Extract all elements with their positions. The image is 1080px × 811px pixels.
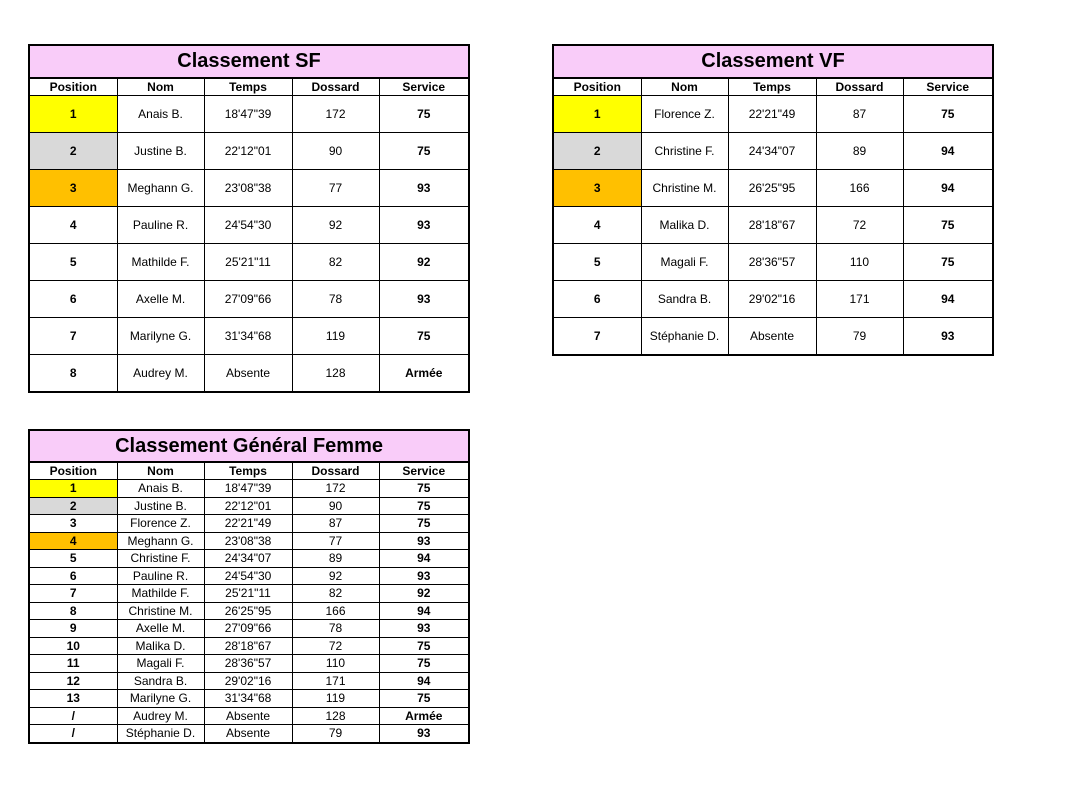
position-cell: 6 <box>553 281 641 318</box>
table-row <box>29 96 469 133</box>
service-cell: 75 <box>379 497 469 515</box>
table-classement-vf <box>552 44 994 356</box>
bib-cell: 79 <box>292 725 379 743</box>
table-row <box>29 244 469 281</box>
time-cell: 24'54"30 <box>204 207 292 244</box>
service-cell: 94 <box>903 133 993 170</box>
service-cell: 94 <box>379 672 469 690</box>
time-cell: 22'21"49 <box>728 96 816 133</box>
service-cell: 93 <box>379 620 469 638</box>
bib-cell: 82 <box>292 244 379 281</box>
table-row <box>29 567 469 585</box>
table-row <box>29 515 469 533</box>
bib-cell: 92 <box>292 207 379 244</box>
time-cell: 28'18"67 <box>728 207 816 244</box>
column-header-nom: Nom <box>641 78 728 96</box>
bib-cell: 87 <box>292 515 379 533</box>
name-cell: Sandra B. <box>641 281 728 318</box>
service-cell: 93 <box>903 318 993 356</box>
name-cell: Sandra B. <box>117 672 204 690</box>
time-cell: Absente <box>728 318 816 356</box>
bib-cell: 128 <box>292 707 379 725</box>
column-header-service: Service <box>903 78 993 96</box>
service-cell: 75 <box>379 690 469 708</box>
position-cell: 2 <box>29 497 117 515</box>
column-header-position: Position <box>553 78 641 96</box>
time-cell: Absente <box>204 707 292 725</box>
position-cell: / <box>29 725 117 743</box>
time-cell: 29'02"16 <box>728 281 816 318</box>
column-header-nom: Nom <box>117 462 204 480</box>
name-cell: Mathilde F. <box>117 244 204 281</box>
column-header-temps: Temps <box>728 78 816 96</box>
table-row <box>29 532 469 550</box>
bib-cell: 92 <box>292 567 379 585</box>
name-cell: Audrey M. <box>117 355 204 393</box>
service-cell: 93 <box>379 725 469 743</box>
table-row <box>29 637 469 655</box>
table-row <box>29 602 469 620</box>
service-cell: 75 <box>379 480 469 498</box>
position-cell: 6 <box>29 567 117 585</box>
position-cell: 8 <box>29 355 117 393</box>
position-cell: 9 <box>29 620 117 638</box>
position-cell: 4 <box>29 207 117 244</box>
table-row <box>29 318 469 355</box>
name-cell: Stéphanie D. <box>117 725 204 743</box>
name-cell: Pauline R. <box>117 567 204 585</box>
table-row <box>553 244 993 281</box>
service-cell: 93 <box>379 207 469 244</box>
table-row <box>29 690 469 708</box>
table-classement-sf <box>28 44 470 393</box>
name-cell: Justine B. <box>117 133 204 170</box>
bib-cell: 72 <box>292 637 379 655</box>
name-cell: Axelle M. <box>117 281 204 318</box>
bib-cell: 110 <box>816 244 903 281</box>
service-cell: 93 <box>379 532 469 550</box>
name-cell: Justine B. <box>117 497 204 515</box>
bib-cell: 166 <box>292 602 379 620</box>
service-cell: 94 <box>903 281 993 318</box>
column-header-service: Service <box>379 462 469 480</box>
bib-cell: 119 <box>292 318 379 355</box>
service-cell: 75 <box>903 96 993 133</box>
time-cell: 23'08"38 <box>204 170 292 207</box>
column-header-temps: Temps <box>204 462 292 480</box>
position-cell: 8 <box>29 602 117 620</box>
time-cell: 26'25"95 <box>728 170 816 207</box>
position-cell: 2 <box>29 133 117 170</box>
bib-cell: 171 <box>816 281 903 318</box>
service-cell: 93 <box>379 281 469 318</box>
column-header-temps: Temps <box>204 78 292 96</box>
name-cell: Christine F. <box>117 550 204 568</box>
bib-cell: 89 <box>292 550 379 568</box>
bib-cell: 78 <box>292 281 379 318</box>
time-cell: 24'54"30 <box>204 567 292 585</box>
name-cell: Florence Z. <box>641 96 728 133</box>
name-cell: Pauline R. <box>117 207 204 244</box>
time-cell: 29'02"16 <box>204 672 292 690</box>
position-cell: 1 <box>553 96 641 133</box>
position-cell: 5 <box>29 550 117 568</box>
name-cell: Christine M. <box>117 602 204 620</box>
bib-cell: 119 <box>292 690 379 708</box>
table-row <box>553 318 993 356</box>
position-cell: 5 <box>29 244 117 281</box>
table-row <box>29 281 469 318</box>
table-row <box>29 207 469 244</box>
table-row <box>29 355 469 393</box>
time-cell: 25'21"11 <box>204 244 292 281</box>
service-cell: Armée <box>379 355 469 393</box>
table-row <box>29 707 469 725</box>
bib-cell: 128 <box>292 355 379 393</box>
bib-cell: 78 <box>292 620 379 638</box>
position-cell: 12 <box>29 672 117 690</box>
time-cell: 27'09"66 <box>204 281 292 318</box>
name-cell: Christine F. <box>641 133 728 170</box>
position-cell: 2 <box>553 133 641 170</box>
column-header-service: Service <box>379 78 469 96</box>
service-cell: 93 <box>379 567 469 585</box>
bib-cell: 166 <box>816 170 903 207</box>
name-cell: Audrey M. <box>117 707 204 725</box>
position-cell: 6 <box>29 281 117 318</box>
table-row <box>29 672 469 690</box>
service-cell: 93 <box>379 170 469 207</box>
column-header-nom: Nom <box>117 78 204 96</box>
name-cell: Magali F. <box>641 244 728 281</box>
table-row <box>29 585 469 603</box>
bib-cell: 72 <box>816 207 903 244</box>
time-cell: Absente <box>204 725 292 743</box>
time-cell: Absente <box>204 355 292 393</box>
bib-cell: 77 <box>292 532 379 550</box>
time-cell: 24'34"07 <box>204 550 292 568</box>
position-cell: 10 <box>29 637 117 655</box>
position-cell: 3 <box>553 170 641 207</box>
time-cell: 26'25"95 <box>204 602 292 620</box>
position-cell: / <box>29 707 117 725</box>
position-cell: 11 <box>29 655 117 673</box>
position-cell: 5 <box>553 244 641 281</box>
position-cell: 7 <box>29 585 117 603</box>
time-cell: 22'12"01 <box>204 133 292 170</box>
time-cell: 18'47"39 <box>204 480 292 498</box>
column-header-position: Position <box>29 462 117 480</box>
table-title: Classement VF <box>553 45 993 78</box>
position-cell: 7 <box>553 318 641 356</box>
table-row <box>29 480 469 498</box>
name-cell: Stéphanie D. <box>641 318 728 356</box>
name-cell: Malika D. <box>117 637 204 655</box>
service-cell: 75 <box>379 133 469 170</box>
position-cell: 1 <box>29 480 117 498</box>
column-header-position: Position <box>29 78 117 96</box>
name-cell: Christine M. <box>641 170 728 207</box>
name-cell: Meghann G. <box>117 170 204 207</box>
service-cell: 75 <box>379 655 469 673</box>
service-cell: 94 <box>379 602 469 620</box>
service-cell: 75 <box>379 637 469 655</box>
time-cell: 22'12"01 <box>204 497 292 515</box>
table-row <box>553 170 993 207</box>
name-cell: Malika D. <box>641 207 728 244</box>
bib-cell: 79 <box>816 318 903 356</box>
table-row <box>29 620 469 638</box>
table-row <box>29 725 469 743</box>
service-cell: 92 <box>379 585 469 603</box>
time-cell: 28'36"57 <box>204 655 292 673</box>
time-cell: 28'18"67 <box>204 637 292 655</box>
service-cell: 75 <box>379 318 469 355</box>
time-cell: 25'21"11 <box>204 585 292 603</box>
time-cell: 28'36"57 <box>728 244 816 281</box>
table-row <box>29 655 469 673</box>
table-row <box>29 497 469 515</box>
service-cell: 92 <box>379 244 469 281</box>
column-header-dossard: Dossard <box>292 78 379 96</box>
service-cell: 94 <box>903 170 993 207</box>
service-cell: 75 <box>379 515 469 533</box>
position-cell: 13 <box>29 690 117 708</box>
name-cell: Florence Z. <box>117 515 204 533</box>
table-title: Classement SF <box>29 45 469 78</box>
bib-cell: 172 <box>292 480 379 498</box>
position-cell: 4 <box>29 532 117 550</box>
column-header-dossard: Dossard <box>292 462 379 480</box>
time-cell: 23'08"38 <box>204 532 292 550</box>
bib-cell: 90 <box>292 133 379 170</box>
time-cell: 31'34"68 <box>204 318 292 355</box>
table-row <box>553 96 993 133</box>
name-cell: Axelle M. <box>117 620 204 638</box>
bib-cell: 89 <box>816 133 903 170</box>
service-cell: 75 <box>379 96 469 133</box>
table-row <box>553 133 993 170</box>
column-header-dossard: Dossard <box>816 78 903 96</box>
time-cell: 22'21"49 <box>204 515 292 533</box>
name-cell: Magali F. <box>117 655 204 673</box>
time-cell: 24'34"07 <box>728 133 816 170</box>
position-cell: 7 <box>29 318 117 355</box>
table-row <box>553 281 993 318</box>
position-cell: 4 <box>553 207 641 244</box>
position-cell: 3 <box>29 170 117 207</box>
service-cell: Armée <box>379 707 469 725</box>
table-row <box>553 207 993 244</box>
position-cell: 1 <box>29 96 117 133</box>
table-title: Classement Général Femme <box>29 430 469 462</box>
time-cell: 27'09"66 <box>204 620 292 638</box>
service-cell: 94 <box>379 550 469 568</box>
name-cell: Marilyne G. <box>117 690 204 708</box>
name-cell: Anais B. <box>117 96 204 133</box>
bib-cell: 87 <box>816 96 903 133</box>
table-row <box>29 170 469 207</box>
bib-cell: 90 <box>292 497 379 515</box>
table-classement-general-femme <box>28 429 470 744</box>
position-cell: 3 <box>29 515 117 533</box>
bib-cell: 171 <box>292 672 379 690</box>
table-row <box>29 550 469 568</box>
bib-cell: 82 <box>292 585 379 603</box>
time-cell: 18'47"39 <box>204 96 292 133</box>
time-cell: 31'34"68 <box>204 690 292 708</box>
bib-cell: 110 <box>292 655 379 673</box>
name-cell: Meghann G. <box>117 532 204 550</box>
service-cell: 75 <box>903 207 993 244</box>
name-cell: Anais B. <box>117 480 204 498</box>
service-cell: 75 <box>903 244 993 281</box>
bib-cell: 172 <box>292 96 379 133</box>
name-cell: Mathilde F. <box>117 585 204 603</box>
bib-cell: 77 <box>292 170 379 207</box>
name-cell: Marilyne G. <box>117 318 204 355</box>
table-row <box>29 133 469 170</box>
